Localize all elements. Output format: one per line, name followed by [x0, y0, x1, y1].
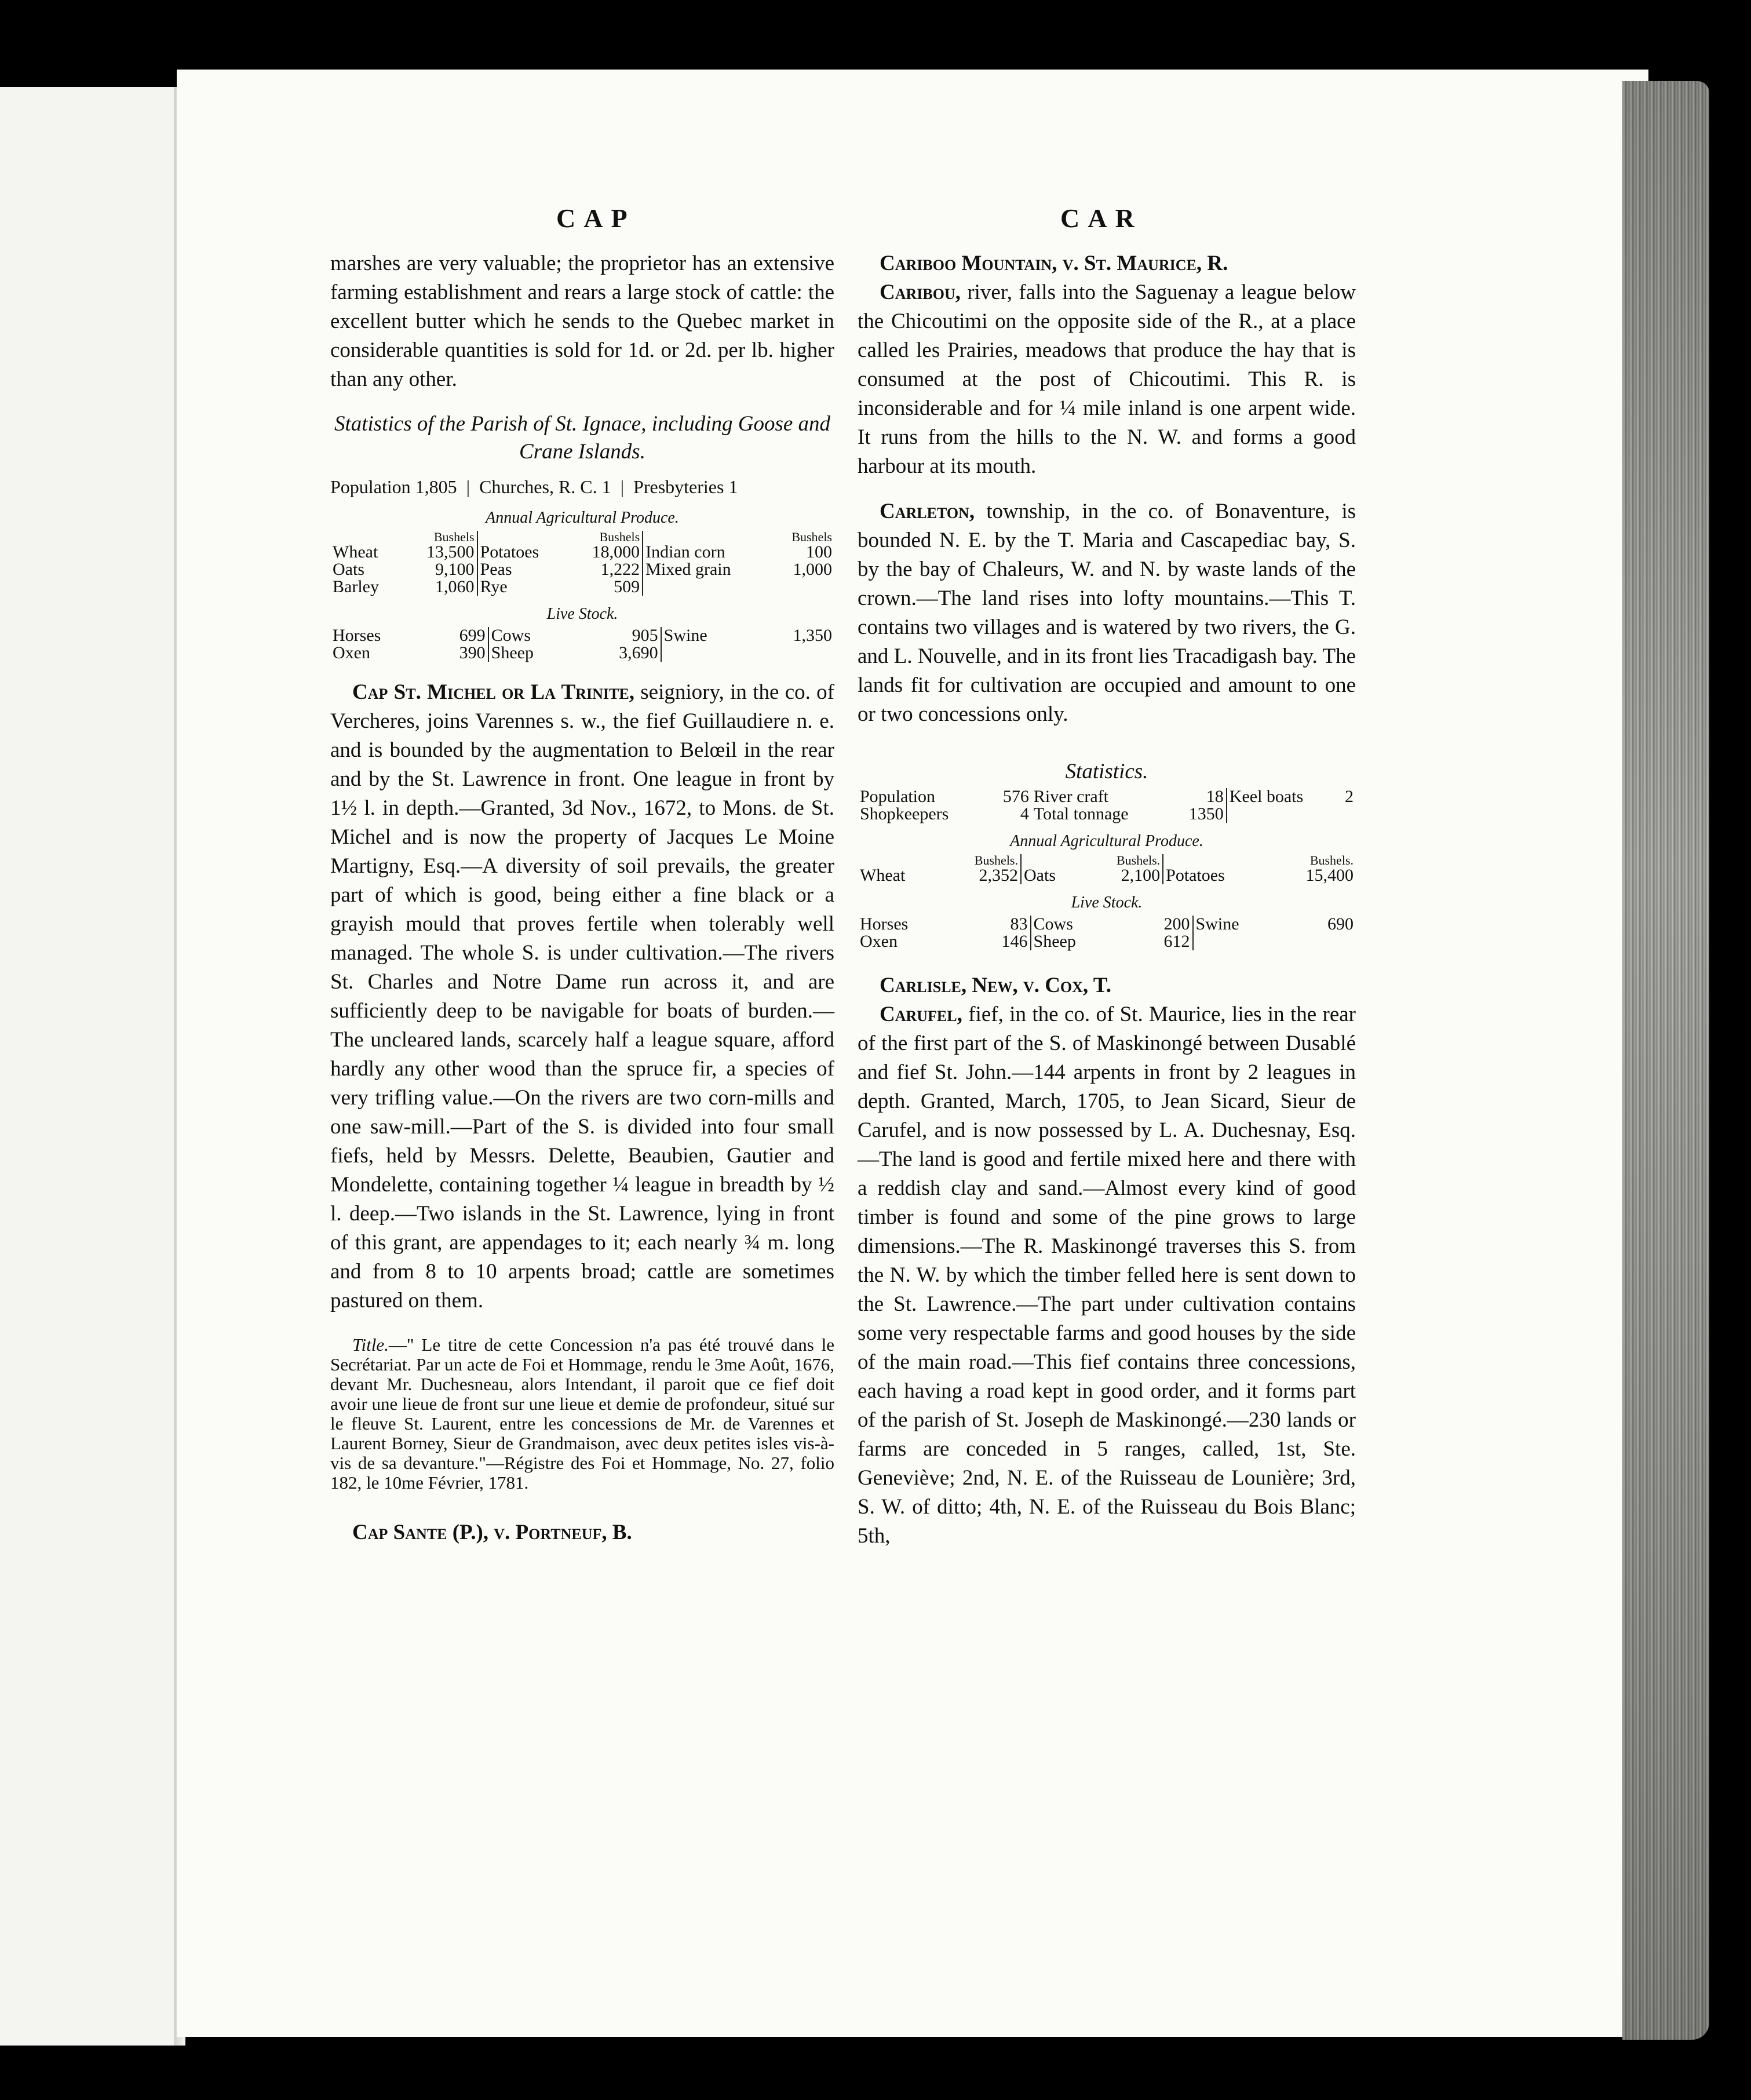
left-column	[330, 249, 834, 1547]
produce-table	[330, 531, 834, 596]
table-cell: Barley	[333, 577, 379, 596]
table-cell: 390	[429, 644, 488, 662]
produce-table	[858, 854, 1356, 884]
table-cell: Shopkeepers	[860, 804, 949, 823]
table-row	[330, 561, 834, 578]
table-cell: 612	[1129, 933, 1193, 950]
table-cell: 2	[1345, 787, 1354, 806]
intro-paragraph: marshes are very valuable; the proprietor has an extensive farming establishment and rears a large stock of cattle: the excellent butter which he sends to the Quebec market in considerable quantities is sold for 1d. or 2d. per lb. higher than any other.	[330, 251, 834, 391]
unit-label: Bushels	[402, 531, 477, 544]
population-line: Population 1,805 | Churches, R. C. 1 | Presbyteries 1	[330, 476, 738, 497]
churches-label: Churches, R. C. 1	[479, 476, 611, 497]
table-row	[858, 788, 1356, 805]
table-cell: 18	[1170, 788, 1227, 805]
table-cell: 1,060	[402, 578, 477, 596]
table-cell: 15,400	[1305, 866, 1354, 885]
table-cell	[771, 578, 834, 596]
table-row	[330, 578, 834, 596]
table-cell: 4	[1020, 804, 1029, 823]
table-cell: Oats	[333, 560, 364, 579]
table-cell	[1227, 805, 1337, 823]
entry-caribou	[858, 278, 1356, 481]
table-cell: Cows	[491, 626, 531, 645]
table-cell: 100	[806, 542, 832, 562]
livestock-title: Live Stock.	[546, 605, 618, 623]
table-cell: Horses	[333, 626, 381, 645]
table-row	[330, 644, 834, 662]
table-cell	[643, 578, 771, 596]
presbyteries-label: Presbyteries 1	[633, 476, 738, 497]
note-label: Title.	[352, 1335, 389, 1355]
entry-cap-st-michel	[330, 678, 834, 1315]
livestock-table	[330, 627, 834, 662]
table-cell: 18,000	[568, 544, 643, 561]
previous-page-edge	[0, 87, 174, 2046]
entry-carlisle: Carlisle, New, v. Cox, T.	[880, 974, 1111, 997]
table-cell: Oxen	[333, 643, 370, 662]
title-note	[330, 1335, 834, 1493]
entry-headword: Caribou,	[880, 280, 961, 304]
table-cell: 13,500	[402, 544, 477, 561]
table-cell: Sheep	[1033, 932, 1076, 951]
table-cell: 2,352	[940, 867, 1021, 884]
unit-label: Bushels	[568, 531, 643, 544]
table-cell: Cows	[1033, 914, 1073, 934]
table-cell: 576	[1002, 787, 1029, 806]
statistics-table	[858, 788, 1356, 823]
table-cell: 2,100	[1082, 867, 1163, 884]
entry-cap-sante: Cap Sante (P.), v. Portneuf, B.	[352, 1521, 632, 1544]
table-cell: Keel boats	[1229, 787, 1304, 806]
table-cell: Population	[860, 787, 936, 806]
table-row	[858, 933, 1356, 950]
table-cell: 699	[429, 627, 488, 644]
table-row	[330, 627, 834, 644]
page-edges-shade	[1622, 81, 1709, 2040]
running-head-right: CAR	[1060, 203, 1143, 233]
note-body: —" Le titre de cette Concession n'a pas été trouvé dans le Secrétariat. Par un acte de Foi et Hommage, rendu le 3me Août, 1676, devant Mr. Duchesneau, alors Intendant, il paroit que ce fief doit avoir une lieue de front sur une lieue et demie de profondeur, situé sur le fleuve St. Laurent, entre les concessions de Mr. de Varennes et Laurent Borney, Sieur de Grandmaison, avec deux petites isles vis-à-vis de sa devanture."—Régistre des Foi et Hommage, No. 27, folio 182, le 10me Février, 1781.	[330, 1335, 834, 1493]
entry-body: fief, in the co. of St. Maurice, lies in the rear of the first part of the S. of Maskinongé between Dusablé and fief St. John.—144 arpents in front by 2 leagues in depth. Granted, March, 1705, to Jean Sicard, Sieur de Carufel, and is now possessed by L. A. Duchesnay, Esq.—The land is good and fertile mixed here and there with a reddish clay and sand.—Almost every kind of good timber is found and some of the pine grows to large dimensions.—The R. Maskinongé traverses this S. from the N. W. by which the timber felled here is sent down to the St. Lawrence.—The part under cultivation contains some very respectable farms and good houses by the side of the main road.—This fief contains three concessions, each having a road kept in good order, and it forms part of the parish of St. Joseph de Maskinongé.—230 lands or farms are conceded in 5 ranges, called, 1st, Ste. Geneviève; 2nd, N. E. of the Ruisseau de Lounière; 3rd, S. W. of ditto; 4th, N. E. of the Ruisseau du Bois Blanc; 5th,	[858, 1002, 1356, 1548]
entry-headword: Cap St. Michel or La Trinite,	[352, 680, 634, 704]
table-cell: Wheat	[860, 866, 906, 885]
table-cell: 1,222	[568, 561, 643, 578]
stats-title: Statistics.	[1065, 760, 1148, 783]
livestock-table	[858, 916, 1356, 950]
table-cell: Total tonnage	[1033, 804, 1129, 823]
table-cell: 690	[1327, 914, 1354, 934]
entry-body: seigniory, in the co. of Vercheres, joins Varennes s. w., the fief Guillaudiere n. e. and is bounded by the augmentation to Belœil in the rear and by the St. Lawrence in front. One league in front by 1½ l. in depth.—Granted, 3d Nov., 1672, to Mons. de St. Michel and is now the property of Jacques Le Moine Martigny, Esq.—A diversity of soil prevails, the greater part of which is good, being either a fine black or a grayish mould that proves fertile when tolerably well managed. The whole S. is under cultivation.—The rivers St. Charles and Notre Dame run across it, and are sufficiently deep to be navigable for boats of burden.—The uncleared lands, scarcely half a league square, afford hardly any other wood than the spruce fir, a species of very trifling value.—On the rivers are two corn-mills and one saw-mill.—Part of the S. is divided into four small fiefs, held by Messrs. Delette, Beaubien, Gautier and Mondelette, containing together ¼ league in breadth by ½ l. deep.—Two islands in the St. Lawrence, lying in front of this grant, are appendages to it; each nearly ¾ m. long and from 8 to 10 arpents broad; cattle are sometimes pastured on them.	[330, 680, 835, 1312]
produce-title: Annual Agricultural Produce.	[1010, 832, 1203, 850]
table-cell: Mixed grain	[645, 560, 731, 579]
stats-title: Statistics of the Parish of St. Ignace, including Goose and Crane Islands.	[334, 412, 831, 464]
table-cell	[1293, 933, 1356, 950]
table-cell: Swine	[1195, 914, 1239, 934]
running-head-left: CAP	[556, 203, 636, 233]
unit-label: Bushels.	[1082, 854, 1163, 867]
table-row	[858, 916, 1356, 933]
unit-label: Bushels.	[940, 854, 1021, 867]
table-cell: 905	[578, 627, 661, 644]
table-cell: 200	[1129, 916, 1193, 933]
table-cell: Wheat	[333, 542, 378, 562]
entry-body: township, in the co. of Bonaventure, is bounded N. E. by the T. Maria and Cascapediac bay, S. by the bay of Chaleurs, W. and N. by waste lands of the crown.—The land rises into lofty mountains.—This T. contains two villages and is watered by two rivers, the G. and L. Nouvelle, and in its front lies Tracadigash bay. The lands fit for cultivation are occupied and amount to one or two concessions only.	[858, 500, 1356, 726]
table-cell	[1193, 933, 1293, 950]
table-cell: Indian corn	[645, 542, 725, 562]
entry-cariboo-mountain: Cariboo Mountain, v. St. Maurice, R.	[880, 251, 1228, 275]
table-cell: 9,100	[402, 561, 477, 578]
table-cell: 509	[568, 578, 643, 596]
produce-title: Annual Agricultural Produce.	[486, 509, 679, 527]
livestock-title: Live Stock.	[1071, 894, 1143, 912]
unit-label: Bushels.	[1309, 853, 1354, 867]
entry-body: river, falls into the Saguenay a league below the Chicoutimi on the opposite side of the R., at a place called les Prairies, meadows that produce the hay that is consumed at the post of Chicoutimi. This R. is inconsiderable and for ¼ mile inland is one arpent wide. It runs from the hills to the N. W. and forms a good harbour at its mouth.	[858, 280, 1356, 478]
table-cell	[752, 644, 834, 662]
table-cell: 3,690	[578, 644, 661, 662]
table-cell	[1337, 805, 1356, 823]
table-cell: Potatoes	[1166, 866, 1225, 885]
table-cell: Peas	[480, 560, 512, 579]
table-cell: Rye	[480, 577, 508, 596]
table-cell: Oxen	[860, 932, 898, 951]
table-cell: 1,350	[793, 626, 832, 645]
table-row	[858, 805, 1356, 823]
table-cell: 83	[966, 916, 1031, 933]
population-label: Population 1,805	[330, 476, 457, 497]
table-cell: Potatoes	[480, 542, 539, 562]
unit-label: Bushels	[791, 530, 832, 544]
table-cell: Swine	[663, 626, 707, 645]
right-column	[858, 249, 1356, 1551]
table-cell: Horses	[860, 914, 909, 934]
entry-carufel	[858, 1000, 1356, 1551]
table-cell: Oats	[1024, 866, 1056, 885]
table-cell: 1350	[1170, 805, 1227, 823]
table-cell: 1,000	[793, 560, 832, 579]
table-cell: 146	[966, 933, 1031, 950]
table-row	[330, 544, 834, 561]
entry-carleton	[858, 497, 1356, 729]
table-cell: Sheep	[491, 643, 534, 662]
table-row	[858, 867, 1356, 884]
entry-headword: Carleton,	[880, 500, 975, 523]
entry-headword: Carufel,	[880, 1002, 962, 1026]
table-cell: River craft	[1033, 787, 1109, 806]
table-cell	[661, 644, 753, 662]
